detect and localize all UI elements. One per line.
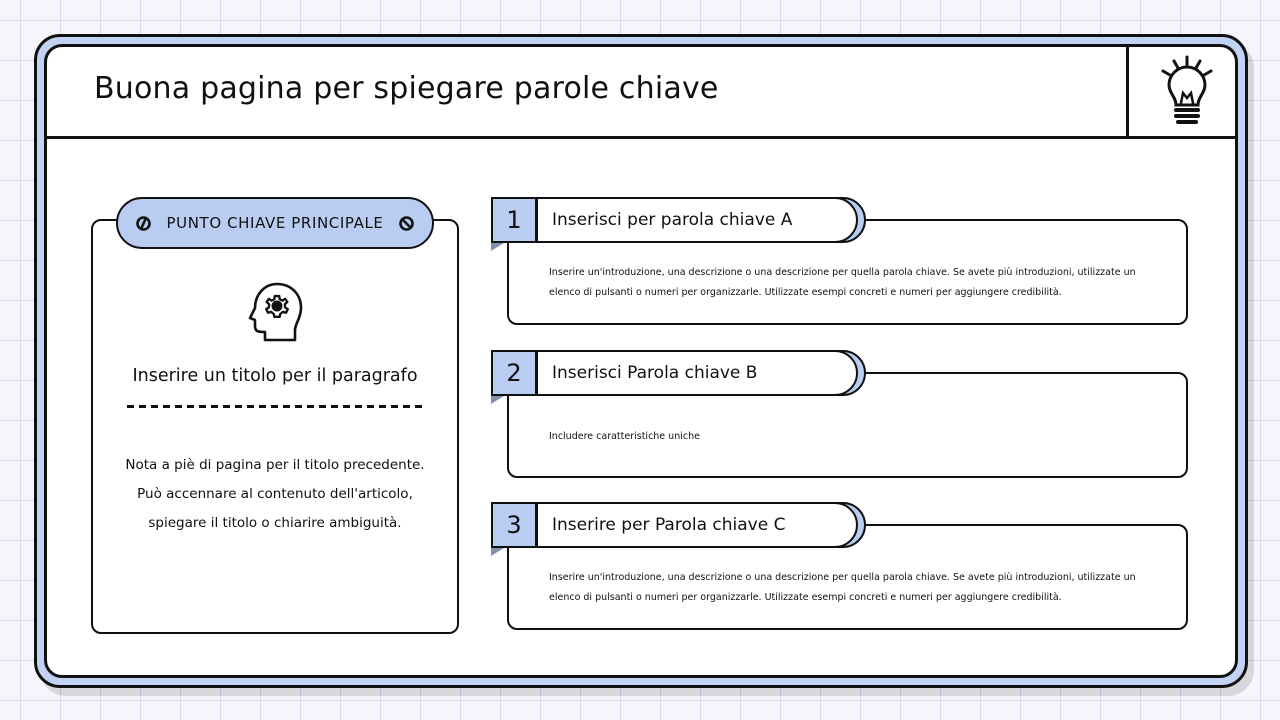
keyword-description: Inserire un'introduzione, una descrizione o una descrizione per quella parola chiave. Se avete più introduzioni, utilizzate un elenco di pulsanti o numeri per organizzarle. Utilizzate esempi concreti e numeri per aggiungere credibilità.	[549, 572, 1136, 603]
keyword-number-badge: 1	[491, 197, 537, 243]
main-point-pill	[116, 197, 434, 249]
keyword-title: Inserisci per parola chiave A	[552, 210, 793, 230]
dashed-divider	[127, 405, 423, 408]
keyword-title: Inserisci Parola chiave B	[552, 363, 758, 383]
keyword-title-tab	[536, 502, 858, 548]
slashed-circle-icon	[135, 215, 152, 232]
keyword-title: Inserire per Parola chiave C	[552, 515, 786, 535]
keyword-description: Includere caratteristiche uniche	[549, 431, 700, 442]
prohibited-icon	[398, 215, 415, 232]
keyword-number-badge: 2	[491, 350, 537, 396]
header-divider-line	[47, 136, 1235, 139]
header-icon-divider	[1126, 47, 1129, 139]
main-point-label: PUNTO CHIAVE PRINCIPALE	[166, 214, 384, 232]
keyword-title-tab	[536, 350, 858, 396]
keyword-block-2	[490, 350, 1190, 480]
keyword-description: Inserire un'introduzione, una descrizione o una descrizione per quella parola chiave. Se avete più introduzioni, utilizzate un elenco di pulsanti o numeri per organizzarle. Utilizzate esempi concreti e numeri per aggiungere credibilità.	[549, 267, 1136, 298]
keyword-block-3	[490, 502, 1190, 632]
keyword-title-tab	[536, 197, 858, 243]
keyword-block-1	[490, 197, 1190, 327]
lightbulb-icon	[1157, 55, 1217, 131]
slide-title: Buona pagina per spiegare parole chiave	[94, 71, 719, 106]
keyword-number-badge: 3	[491, 502, 537, 548]
head-gear-icon	[245, 280, 305, 344]
paragraph-title: Inserire un titolo per il paragrafo	[132, 366, 418, 386]
footnote-text: Nota a piè di pagina per il titolo precedente. Può accennare al contenuto dell'articolo, spiegare il titolo o chiarire ambiguità.	[125, 457, 425, 531]
